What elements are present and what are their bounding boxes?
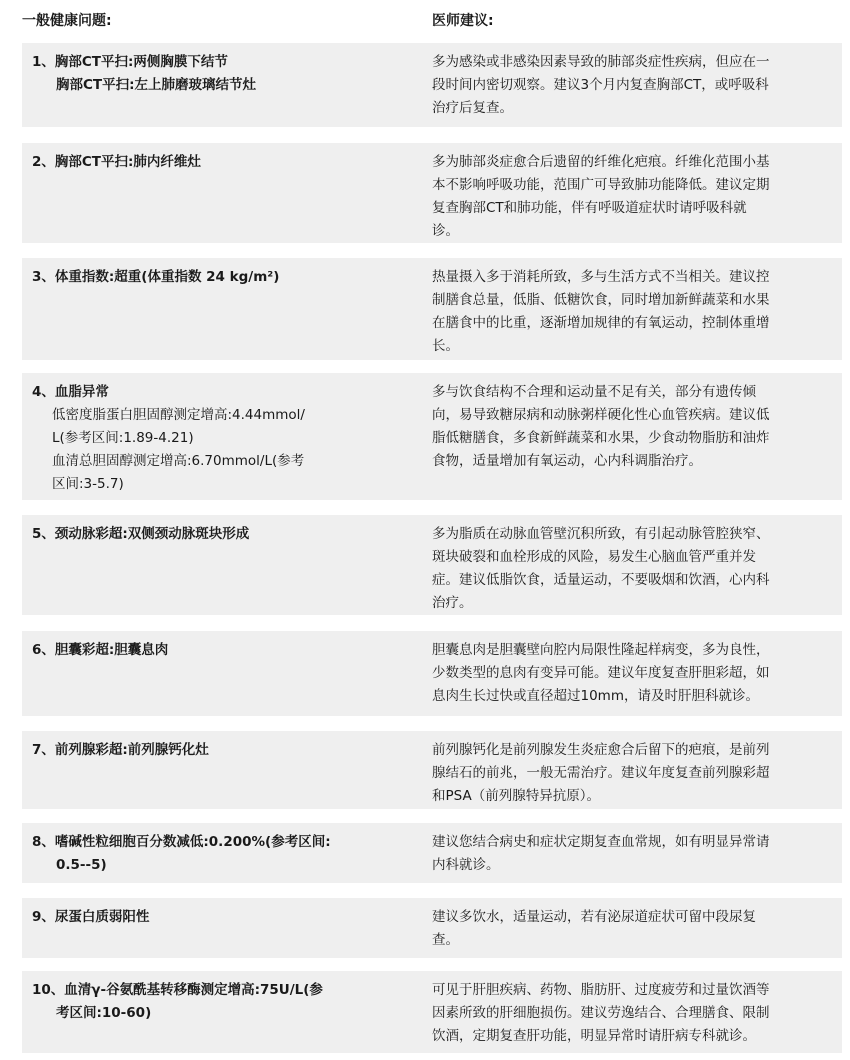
finding-title-continued: 胸部CT平扫:左上肺磨玻璃结节灶 xyxy=(56,77,257,93)
advice-line: 多与饮食结构不合理和运动量不足有关，部分有遗传倾 xyxy=(432,384,756,400)
finding-issue xyxy=(32,831,422,877)
finding-issue xyxy=(32,51,422,97)
finding-row xyxy=(22,373,842,500)
advice-line: 饮酒，定期复查肝功能，明显异常时请肝病专科就诊。 xyxy=(432,1028,756,1044)
advice-line: 息肉生长过快或直径超过10mm，请及时肝胆科就诊。 xyxy=(432,688,759,704)
finding-title: 10、血清γ-谷氨酰基转移酶测定增高:75U/L(参 xyxy=(32,982,323,998)
finding-detail: L(参考区间:1.89-4.21) xyxy=(52,430,194,446)
finding-advice xyxy=(432,979,828,1048)
doctor-advice-heading: 医师建议: xyxy=(432,13,494,29)
advice-line: 内科就诊。 xyxy=(432,857,500,873)
advice-line: 斑块破裂和血栓形成的风险，易发生心脑血管严重并发 xyxy=(432,549,756,565)
advice-line: 治疗后复查。 xyxy=(432,100,513,116)
finding-advice xyxy=(432,51,828,120)
finding-title: 9、尿蛋白质弱阳性 xyxy=(32,909,150,925)
advice-line: 少数类型的息肉有变异可能。建议年度复查肝胆彩超，如 xyxy=(432,665,770,681)
finding-row xyxy=(22,143,842,243)
advice-line: 在膳食中的比重，逐渐增加规律的有氧运动，控制体重增 xyxy=(432,315,770,331)
finding-title: 4、血脂异常 xyxy=(32,384,109,400)
finding-advice xyxy=(432,151,828,243)
finding-row xyxy=(22,971,842,1053)
finding-title: 2、胸部CT平扫:肺内纤维灶 xyxy=(32,154,201,170)
table-header xyxy=(0,10,850,32)
finding-row xyxy=(22,258,842,360)
advice-line: 多为脂质在动脉血管壁沉积所致，有引起动脉管腔狭窄、 xyxy=(432,526,770,542)
advice-line: 多为感染或非感染因素导致的肺部炎症性疾病，但应在一 xyxy=(432,54,770,70)
advice-line: 热量摄入多于消耗所致，多与生活方式不当相关。建议控 xyxy=(432,269,770,285)
advice-line: 本不影响呼吸功能，范围广可导致肺功能降低。建议定期 xyxy=(432,177,770,193)
finding-advice xyxy=(432,523,828,615)
finding-row xyxy=(22,515,842,615)
finding-advice xyxy=(432,266,828,358)
advice-line: 和PSA（前列腺特异抗原）。 xyxy=(432,788,600,804)
finding-advice xyxy=(432,639,828,708)
finding-issue xyxy=(32,639,422,662)
finding-title: 3、体重指数:超重(体重指数 24 kg/m²) xyxy=(32,269,280,285)
health-issues-heading: 一般健康问题: xyxy=(22,13,112,29)
advice-line: 食物，适量增加有氧运动，心内科调脂治疗。 xyxy=(432,453,702,469)
advice-line: 多为肺部炎症愈合后遗留的纤维化疤痕。纤维化范围小基 xyxy=(432,154,770,170)
advice-line: 可见于肝胆疾病、药物、脂肪肝、过度疲劳和过量饮酒等 xyxy=(432,982,770,998)
advice-line: 建议您结合病史和症状定期复查血常规，如有明显异常请 xyxy=(432,834,770,850)
finding-advice xyxy=(432,906,828,952)
finding-issue xyxy=(32,381,422,496)
finding-row xyxy=(22,631,842,716)
advice-line: 因素所致的肝细胞损伤。建议劳逸结合、合理膳食、限制 xyxy=(432,1005,770,1021)
finding-advice xyxy=(432,831,828,877)
advice-line: 向，易导致糖尿病和动脉粥样硬化性心血管疾病。建议低 xyxy=(432,407,770,423)
finding-advice xyxy=(432,381,828,473)
advice-line: 腺结石的前兆，一般无需治疗。建议年度复查前列腺彩超 xyxy=(432,765,770,781)
finding-title-continued: 0.5--5) xyxy=(56,857,107,873)
finding-issue xyxy=(32,979,422,1025)
finding-advice xyxy=(432,739,828,808)
finding-title-continued: 考区间:10-60) xyxy=(56,1005,152,1021)
finding-issue xyxy=(32,151,422,174)
advice-line: 制膳食总量，低脂、低糖饮食，同时增加新鲜蔬菜和水果 xyxy=(432,292,770,308)
finding-title: 8、嗜碱性粒细胞百分数减低:0.200%(参考区间: xyxy=(32,834,331,850)
finding-row xyxy=(22,43,842,127)
finding-detail: 低密度脂蛋白胆固醇测定增高:4.44mmol/ xyxy=(52,407,305,423)
finding-issue xyxy=(32,739,422,762)
advice-line: 诊。 xyxy=(432,223,459,239)
advice-line: 症。建议低脂饮食，适量运动，不要吸烟和饮酒，心内科 xyxy=(432,572,770,588)
finding-title: 1、胸部CT平扫:两侧胸膜下结节 xyxy=(32,54,228,70)
finding-issue xyxy=(32,266,422,289)
advice-line: 建议多饮水，适量运动，若有泌尿道症状可留中段尿复 xyxy=(432,909,756,925)
finding-detail: 血清总胆固醇测定增高:6.70mmol/L(参考 xyxy=(52,453,305,469)
advice-line: 查。 xyxy=(432,932,459,948)
finding-detail: 区间:3-5.7) xyxy=(52,476,124,492)
finding-row xyxy=(22,898,842,958)
finding-title: 5、颈动脉彩超:双侧颈动脉斑块形成 xyxy=(32,526,250,542)
finding-row xyxy=(22,823,842,883)
advice-line: 胆囊息肉是胆囊壁向腔内局限性隆起样病变，多为良性， xyxy=(432,642,770,658)
advice-line: 脂低糖膳食，多食新鲜蔬菜和水果，少食动物脂肪和油炸 xyxy=(432,430,770,446)
finding-row xyxy=(22,731,842,809)
finding-title: 6、胆囊彩超:胆囊息肉 xyxy=(32,642,169,658)
finding-issue xyxy=(32,523,422,546)
advice-line: 长。 xyxy=(432,338,459,354)
finding-title: 7、前列腺彩超:前列腺钙化灶 xyxy=(32,742,209,758)
advice-line: 治疗。 xyxy=(432,595,473,611)
advice-line: 段时间内密切观察。建议3个月内复查胸部CT，或呼吸科 xyxy=(432,77,769,93)
advice-line: 前列腺钙化是前列腺发生炎症愈合后留下的疤痕，是前列 xyxy=(432,742,770,758)
advice-line: 复查胸部CT和肺功能，伴有呼吸道症状时请呼吸科就 xyxy=(432,200,747,216)
finding-issue xyxy=(32,906,422,929)
